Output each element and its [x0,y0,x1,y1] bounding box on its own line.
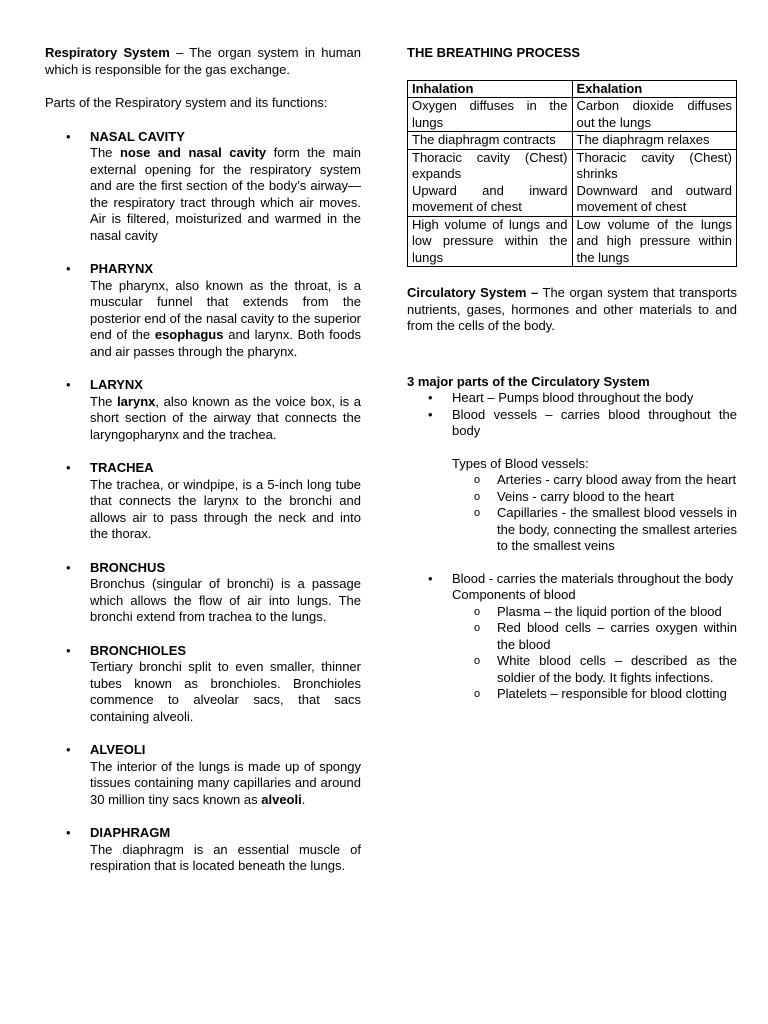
table-cell: The diaphragm contracts [408,132,573,150]
bullet-icon: • [66,460,71,475]
table-cell: High volume of lungs and low pressure within the lungs [408,216,573,267]
right-column [407,45,737,703]
table-row [408,98,737,132]
table-cell: Thoracic cavity (Chest) expands Upward and inward movement of chest [408,149,573,216]
circle-bullet-icon: o [474,688,481,700]
part-text: Bronchus (singular of bronchi) is a passage which allows the flow of air into lungs. The bronchi extend from trachea to the lungs. [90,576,361,624]
breathing-table [407,80,737,268]
part-heading: DIAPHRAGM [90,825,171,840]
list-item: o Arteries - carry blood away from the heart [474,472,737,487]
part-diaphragm [45,825,361,875]
vessel-types-heading: Types of Blood vessels: [452,455,589,471]
list-item-blood: • Blood - carries the materials throughout the body Components of blood o Plasma – the liquid portion of the blood o Red blood cells – carries oxygen within the blood o White blood cells – described as the soldier of the body. It fights infections. o Platelets – responsible for blood clotting [428,570,737,701]
table-row [408,149,737,216]
part-nasal-cavity [45,129,361,245]
bullet-icon: • [428,390,433,405]
table-row [408,216,737,267]
respiratory-term: Respiratory System [45,45,170,60]
circulatory-parts-list [407,390,737,703]
bullet-icon: • [66,642,71,658]
part-text: The diaphragm is an essential muscle of respiration that is located beneath the lungs. [90,841,361,873]
vessel-types-list [452,472,737,555]
breathing-process-title: THE BREATHING PROCESS [407,45,581,60]
part-heading: PHARYNX [90,261,154,276]
part-heading: NASAL CAVITY [90,128,185,144]
part-text: The nose and nasal cavity form the main external opening for the respiratory system and are the first section of the body’s airway—the respiratory tract through which air moves. Air is filtered, moisturized and warmed in the nasal cavity [90,145,361,243]
bullet-icon: • [66,128,71,144]
part-heading: LARYNX [90,377,143,392]
circulatory-term: Circulatory System – [407,285,539,300]
list-item: o Veins - carry blood to the heart [474,488,675,504]
bullet-icon: • [66,261,71,276]
table-cell: Oxygen diffuses in the lungs [408,98,573,132]
list-item: o Platelets – responsible for blood clotting [474,686,727,701]
table-cell: Low volume of the lungs and high pressure within the lungs [572,216,737,267]
bullet-icon: • [428,406,433,422]
part-trachea [45,460,361,543]
part-text: The trachea, or windpipe, is a 5-inch long tube that connects the larynx to the bronchi and allows air to pass through the neck and into the thorax. [90,476,361,541]
list-item: o White blood cells – described as the soldier of the body. It fights infections. [474,653,737,685]
part-text: The larynx, also known as the voice box, is a short section of the airway that connects the laryngopharynx and the trachea. [90,393,361,442]
table-cell: Thoracic cavity (Chest) shrinks Downward and outward movement of chest [572,149,737,216]
circulatory-definition: The organ system that transports nutrients, gases, hormones and other materials to and from the cells of the body. [407,285,737,333]
left-column [45,45,361,875]
respiratory-parts-list [45,129,361,875]
bullet-icon: • [66,377,71,392]
circle-bullet-icon: o [474,490,481,503]
circle-bullet-icon: o [474,474,481,486]
bullet-icon: • [428,570,433,586]
circle-bullet-icon: o [474,622,481,634]
part-heading: TRACHEA [90,460,154,475]
components-list [452,604,737,703]
list-item: o Plasma – the liquid portion of the blood [474,603,722,619]
part-text: The interior of the lungs is made up of spongy tissues containing many capillaries and around 30 million tiny sacs known as alveoli. [90,758,361,807]
respiratory-definition: – The organ system in human which is responsible for the gas exchange. [45,45,361,77]
part-pharynx [45,261,361,360]
list-item-heart: • Heart – Pumps blood throughout the body [428,390,694,405]
bullet-icon: • [66,559,71,575]
circle-bullet-icon: o [474,655,481,667]
bullet-icon: • [66,825,71,840]
list-item-vessels: • Blood vessels – carries blood throughout the body Types of Blood vessels: o Arteries - carry blood away from the heart o Veins - carry blood to the heart o Capillaries - the smallest blood vessels in the body, connecting the smallest arteries to the smallest veins [428,406,737,553]
table-row [408,132,737,150]
list-item: o Capillaries - the smallest blood vessels in the body, connecting the smallest arteries to the smallest veins [474,505,737,553]
list-item: o Red blood cells – carries oxygen within the blood [474,620,737,652]
part-heading: BRONCHUS [90,559,166,575]
major-parts-heading: 3 major parts of the Circulatory System [407,373,650,389]
circle-bullet-icon: o [474,507,481,519]
bullet-icon: • [66,742,71,757]
header-exhalation: Exhalation [572,80,737,98]
part-text: The pharynx, also known as the throat, is a muscular funnel that extends from the posterior end of the nasal cavity to the superior end of the esophagus and larynx. Both foods and air passes through the pharynx. [90,277,361,359]
components-heading: Components of blood [452,587,576,602]
part-alveoli [45,742,361,808]
table-cell: The diaphragm relaxes [572,132,737,150]
part-bronchioles [45,643,361,726]
circle-bullet-icon: o [474,605,481,618]
table-cell: Carbon dioxide diffuses out the lungs [572,98,737,132]
parts-heading: Parts of the Respiratory system and its functions: [45,95,328,110]
part-heading: BRONCHIOLES [90,642,187,658]
table-header-row [408,80,737,98]
part-bronchus [45,560,361,626]
part-text: Tertiary bronchi split to even smaller, thinner tubes known as bronchioles. Bronchioles commence to alveolar sacs, that sacs containing alveoli. [90,659,361,724]
part-larynx [45,377,361,443]
header-inhalation: Inhalation [408,80,573,98]
circulatory-intro [407,285,737,335]
respiratory-intro [45,45,361,78]
part-heading: ALVEOLI [90,742,146,757]
